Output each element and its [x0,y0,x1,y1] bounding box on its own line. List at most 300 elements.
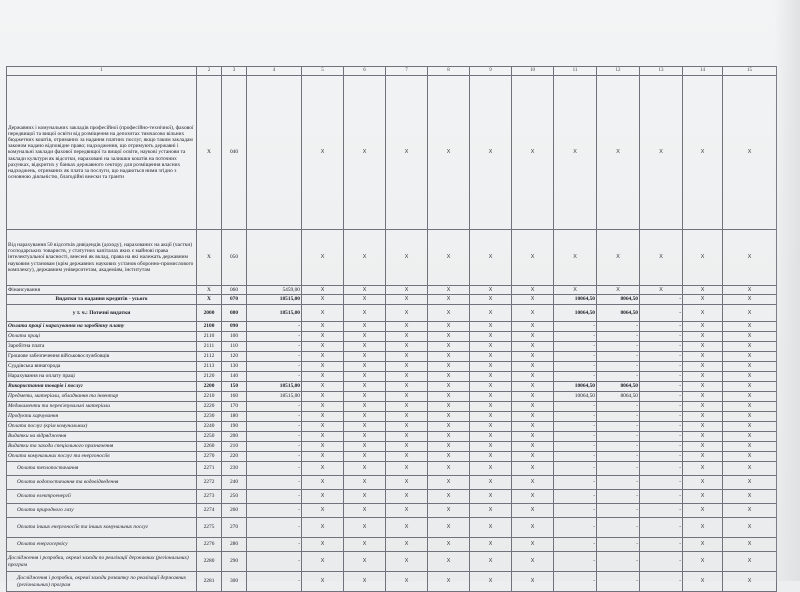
amount-cell: 8064,50 [597,382,640,392]
amount-cell: - [640,432,683,442]
x-mark: X [344,572,386,592]
x-mark: X [428,352,470,362]
amount-cell: - [554,352,597,362]
budget-code: 2113 [197,362,222,372]
amount-cell: - [554,362,597,372]
plan-amount: - [247,538,302,552]
x-mark: X [512,552,554,572]
x-mark: X [302,402,344,412]
x-mark: X [723,322,777,332]
line-code: 300 [222,572,247,592]
plan-amount: 18515,00 [247,392,302,402]
amount-cell: - [640,476,683,490]
x-mark: X [302,552,344,572]
line-code: 050 [222,230,247,286]
column-number-13: 13 [640,67,683,76]
column-number-7: 7 [386,67,428,76]
page-edge-shadow [774,0,800,581]
amount-cell: - [597,442,640,452]
budget-code: X [197,230,222,286]
column-number-14: 14 [683,67,723,76]
x-mark: X [723,490,777,504]
amount-cell: - [640,442,683,452]
x-mark: X [470,392,512,402]
amount-cell: - [554,552,597,572]
x-mark: X [386,392,428,402]
amount-cell: - [554,572,597,592]
budget-code: 2220 [197,402,222,412]
amount-cell: 10064,50 [554,295,597,305]
x-mark: X [344,422,386,432]
amount-cell: - [597,322,640,332]
row-label: Оплата водопостачання та водовідведення [7,476,197,490]
table-row-other-energy [7,518,777,538]
x-mark: X [683,538,723,552]
row-label: Оплата праці [7,332,197,342]
x-mark: X [512,452,554,462]
x-mark: X [470,572,512,592]
budget-code: 2271 [197,462,222,476]
x-mark: X [512,462,554,476]
row-label: Видатки та надання кредитів - усього [7,295,197,305]
amount-cell: 8064,50 [597,392,640,402]
amount-cell: - [554,402,597,412]
table-row-food [7,412,777,422]
budget-code: 2200 [197,382,222,392]
row-label: Дослідження і розробки, окремі заходи розвитку по реалізації державних (регіональних) програм [7,572,197,592]
amount-cell: - [597,332,640,342]
x-mark: X [554,286,597,295]
x-mark: X [302,286,344,295]
x-mark: X [470,372,512,382]
budget-table [6,66,777,592]
x-mark: X [344,442,386,452]
x-mark: X [344,342,386,352]
x-mark: X [683,432,723,442]
x-mark: X [683,442,723,452]
row-label: Медикаменти та перев'язувальні матеріали [7,402,197,412]
line-code: 220 [222,452,247,462]
plan-amount: 18515,00 [247,295,302,305]
x-mark: X [470,286,512,295]
amount-cell: - [597,552,640,572]
x-mark: X [470,382,512,392]
plan-amount [247,76,302,230]
amount-cell: - [597,432,640,442]
budget-code: 2272 [197,476,222,490]
x-mark: X [723,372,777,382]
x-mark: X [470,452,512,462]
x-mark: X [428,230,470,286]
column-number-3: 3 [222,67,247,76]
x-mark: X [470,352,512,362]
x-mark: X [344,412,386,422]
x-mark: X [470,402,512,412]
x-mark: X [723,518,777,538]
x-mark: X [386,342,428,352]
x-mark: X [683,518,723,538]
budget-code: 2110 [197,332,222,342]
table-row-pay [7,332,777,342]
budget-code: 2260 [197,442,222,452]
x-mark: X [386,372,428,382]
amount-cell: - [597,538,640,552]
amount-cell: - [597,372,640,382]
amount-cell: 10064,50 [554,382,597,392]
x-mark: X [723,295,777,305]
table-row-financing [7,286,777,295]
x-mark: X [723,230,777,286]
row-label: Оплата природного газу [7,504,197,518]
table-row-research [7,552,777,572]
budget-code: 2275 [197,518,222,538]
amount-cell: 10064,50 [554,392,597,402]
budget-code: X [197,286,222,295]
budget-code: 2281 [197,572,222,592]
x-mark: X [344,372,386,382]
amount-cell: - [597,462,640,476]
x-mark: X [512,392,554,402]
table-row-research-dev [7,572,777,592]
x-mark: X [428,452,470,462]
plan-amount: - [247,422,302,432]
x-mark: X [428,442,470,452]
row-label: Оплата інших енергоносіїв та інших комунальних послуг [7,518,197,538]
amount-cell: - [597,452,640,462]
table-row-water [7,476,777,490]
x-mark: X [428,76,470,230]
amount-cell: 10064,50 [554,305,597,322]
line-code: 060 [222,286,247,295]
x-mark: X [683,392,723,402]
x-mark: X [428,402,470,412]
line-code: 040 [222,76,247,230]
x-mark: X [428,392,470,402]
budget-code: 2100 [197,322,222,332]
amount-cell: - [554,538,597,552]
x-mark: X [344,332,386,342]
x-mark: X [597,230,640,286]
x-mark: X [640,76,683,230]
x-mark: X [302,490,344,504]
plan-amount: - [247,412,302,422]
x-mark: X [386,412,428,422]
x-mark: X [344,504,386,518]
plan-amount: - [247,490,302,504]
line-code: 150 [222,382,247,392]
table-row-services [7,422,777,432]
plan-amount: - [247,504,302,518]
x-mark: X [386,76,428,230]
table-row-judges [7,362,777,372]
amount-cell: - [597,422,640,432]
x-mark: X [428,305,470,322]
amount-cell: - [554,422,597,432]
budget-code: 2250 [197,432,222,442]
row-label: у т. ч.: Поточні видатки [7,305,197,322]
x-mark: X [470,504,512,518]
line-code: 190 [222,422,247,432]
row-label: Державних і комунальних закладів професійної (професійно-технічної), фахової передвищої та вищої освіти від розміщення на депозитах тимчасово вільних бюджетних коштів, отриманих за надання платних послуг, якщо таким закладам законом надано відповідне право; надходження, що отримують державні і комунальні заклади фахової передвищої та вищої освіти, наукові установи та заклади культури як відсотки, нараховані на залишки коштів на поточних рахунках, відкритих у банках державного сектору для розміщення власних надходжень, отриманих як плата за послуги, що надаються ними згідно з основною діяльністю, благодійні внески та гранти [7,76,197,230]
x-mark: X [723,402,777,412]
amount-cell: 8064,50 [597,295,640,305]
x-mark: X [386,462,428,476]
x-mark: X [302,442,344,452]
x-mark: X [554,230,597,286]
plan-amount: 5459,00 [247,286,302,295]
x-mark: X [386,476,428,490]
plan-amount: - [247,518,302,538]
x-mark: X [683,552,723,572]
line-code: 080 [222,305,247,322]
budget-code: 2120 [197,372,222,382]
x-mark: X [386,432,428,442]
column-number-10: 10 [512,67,554,76]
x-mark: X [683,490,723,504]
column-number-8: 8 [428,67,470,76]
row-label: Оплата енергосервісу [7,538,197,552]
amount-cell: - [597,342,640,352]
plan-amount: - [247,402,302,412]
x-mark: X [470,462,512,476]
x-mark: X [723,504,777,518]
amount-cell: - [554,490,597,504]
x-mark: X [512,322,554,332]
x-mark: X [302,362,344,372]
x-mark: X [428,342,470,352]
x-mark: X [683,362,723,372]
x-mark: X [723,432,777,442]
x-mark: X [512,332,554,342]
x-mark: X [683,295,723,305]
x-mark: X [344,552,386,572]
x-mark: X [344,286,386,295]
x-mark: X [386,352,428,362]
line-code: 180 [222,412,247,422]
amount-cell: - [597,362,640,372]
x-mark: X [386,402,428,412]
x-mark: X [470,518,512,538]
column-number-6: 6 [344,67,386,76]
budget-code: 2210 [197,392,222,402]
row-label: Грошове забезпечення військовослужбовців [7,352,197,362]
amount-cell: - [640,392,683,402]
x-mark: X [470,76,512,230]
x-mark: X [428,552,470,572]
x-mark: X [512,286,554,295]
column-number-4: 4 [247,67,302,76]
x-mark: X [302,332,344,342]
x-mark: X [597,286,640,295]
line-code: 110 [222,342,247,352]
amount-cell: - [640,342,683,352]
x-mark: X [683,230,723,286]
plan-amount: - [247,332,302,342]
amount-cell: - [640,462,683,476]
x-mark: X [302,452,344,462]
amount-cell: - [640,382,683,392]
x-mark: X [470,322,512,332]
x-mark: X [683,372,723,382]
x-mark: X [302,230,344,286]
x-mark: X [386,490,428,504]
x-mark: X [428,518,470,538]
x-mark: X [512,382,554,392]
budget-code: 2276 [197,538,222,552]
x-mark: X [428,422,470,432]
x-mark: X [683,422,723,432]
x-mark: X [723,76,777,230]
x-mark: X [723,352,777,362]
amount-cell: - [640,322,683,332]
x-mark: X [428,382,470,392]
x-mark: X [428,322,470,332]
x-mark: X [302,322,344,332]
x-mark: X [386,332,428,342]
amount-cell: - [597,572,640,592]
line-code: 090 [222,322,247,332]
line-code: 290 [222,552,247,572]
x-mark: X [386,382,428,392]
x-mark: X [470,230,512,286]
x-mark: X [428,432,470,442]
table-row-military [7,352,777,362]
x-mark: X [302,76,344,230]
x-mark: X [302,538,344,552]
row-label: Оплата комунальних послуг та енергоносіїв [7,452,197,462]
x-mark: X [386,452,428,462]
amount-cell: - [554,332,597,342]
amount-cell: - [554,432,597,442]
table-row-utilities [7,452,777,462]
amount-cell: - [640,422,683,432]
plan-amount: - [247,462,302,476]
budget-code: X [197,76,222,230]
x-mark: X [683,352,723,362]
x-mark: X [344,322,386,332]
column-number-11: 11 [554,67,597,76]
x-mark: X [302,372,344,382]
plan-amount: - [247,322,302,332]
table-row-accruals [7,372,777,382]
x-mark: X [683,412,723,422]
table-row-goods [7,382,777,392]
x-mark: X [302,462,344,476]
x-mark: X [723,442,777,452]
row-label: Від нарахування 50 відсотків дивідендів (доходу), нарахованих на акції (частки) господарських товариств, у статутних капіталах яких є майнові права інтелектуальної власності, внесені як вклад, права на які належать державним науковим установам (крім державних наукових установ оборонно-промислового комплексу), державним університетам, академіям, інститутам [7,230,197,286]
table-row-electric [7,490,777,504]
x-mark: X [512,342,554,352]
x-mark: X [386,552,428,572]
line-code: 170 [222,402,247,412]
row-label: Використання товарів і послуг [7,382,197,392]
line-code: 260 [222,504,247,518]
x-mark: X [428,295,470,305]
x-mark: X [344,402,386,412]
column-number-1: 1 [7,67,197,76]
amount-cell: - [640,552,683,572]
plan-amount: - [247,372,302,382]
amount-cell: - [554,322,597,332]
x-mark: X [512,504,554,518]
amount-cell: - [554,412,597,422]
plan-amount: - [247,572,302,592]
plan-amount: - [247,452,302,462]
x-mark: X [512,422,554,432]
x-mark: X [344,230,386,286]
x-mark: X [512,518,554,538]
amount-cell: - [640,572,683,592]
table-row-energy-service [7,538,777,552]
x-mark: X [344,295,386,305]
line-code: 160 [222,392,247,402]
x-mark: X [386,322,428,332]
x-mark: X [512,372,554,382]
table-row-institutions [7,76,777,230]
x-mark: X [470,332,512,342]
x-mark: X [428,572,470,592]
line-code: 130 [222,362,247,372]
amount-cell: - [554,372,597,382]
amount-cell: - [554,462,597,476]
x-mark: X [302,342,344,352]
x-mark: X [386,504,428,518]
row-label: Заробітна плата [7,342,197,352]
x-mark: X [428,412,470,422]
x-mark: X [470,442,512,452]
amount-cell: - [640,362,683,372]
x-mark: X [723,286,777,295]
plan-amount: 18515,00 [247,382,302,392]
x-mark: X [344,432,386,442]
amount-cell: - [640,504,683,518]
row-label: Оплата теплопостачання [7,462,197,476]
amount-cell: 8064,50 [597,305,640,322]
line-code: 200 [222,432,247,442]
x-mark: X [723,462,777,476]
x-mark: X [386,295,428,305]
x-mark: X [386,518,428,538]
x-mark: X [512,432,554,442]
amount-cell: - [640,452,683,462]
plan-amount: - [247,342,302,352]
row-label: Суддівська винагорода [7,362,197,372]
amount-cell: - [554,504,597,518]
column-number-row [7,67,777,76]
line-code: 120 [222,352,247,362]
x-mark: X [386,572,428,592]
x-mark: X [302,305,344,322]
x-mark: X [683,332,723,342]
x-mark: X [683,342,723,352]
x-mark: X [302,295,344,305]
x-mark: X [428,372,470,382]
budget-code: 2112 [197,352,222,362]
table-row-dividends [7,230,777,286]
column-number-2: 2 [197,67,222,76]
row-label: Продукти харчування [7,412,197,422]
x-mark: X [683,382,723,392]
column-number-15: 15 [723,67,777,76]
x-mark: X [512,295,554,305]
x-mark: X [302,518,344,538]
x-mark: X [302,572,344,592]
x-mark: X [683,76,723,230]
x-mark: X [512,412,554,422]
line-code: 210 [222,442,247,452]
amount-cell: - [640,490,683,504]
row-label: Дослідження і розробки, окремі заходи по реалізації державних (регіональних) програм [7,552,197,572]
